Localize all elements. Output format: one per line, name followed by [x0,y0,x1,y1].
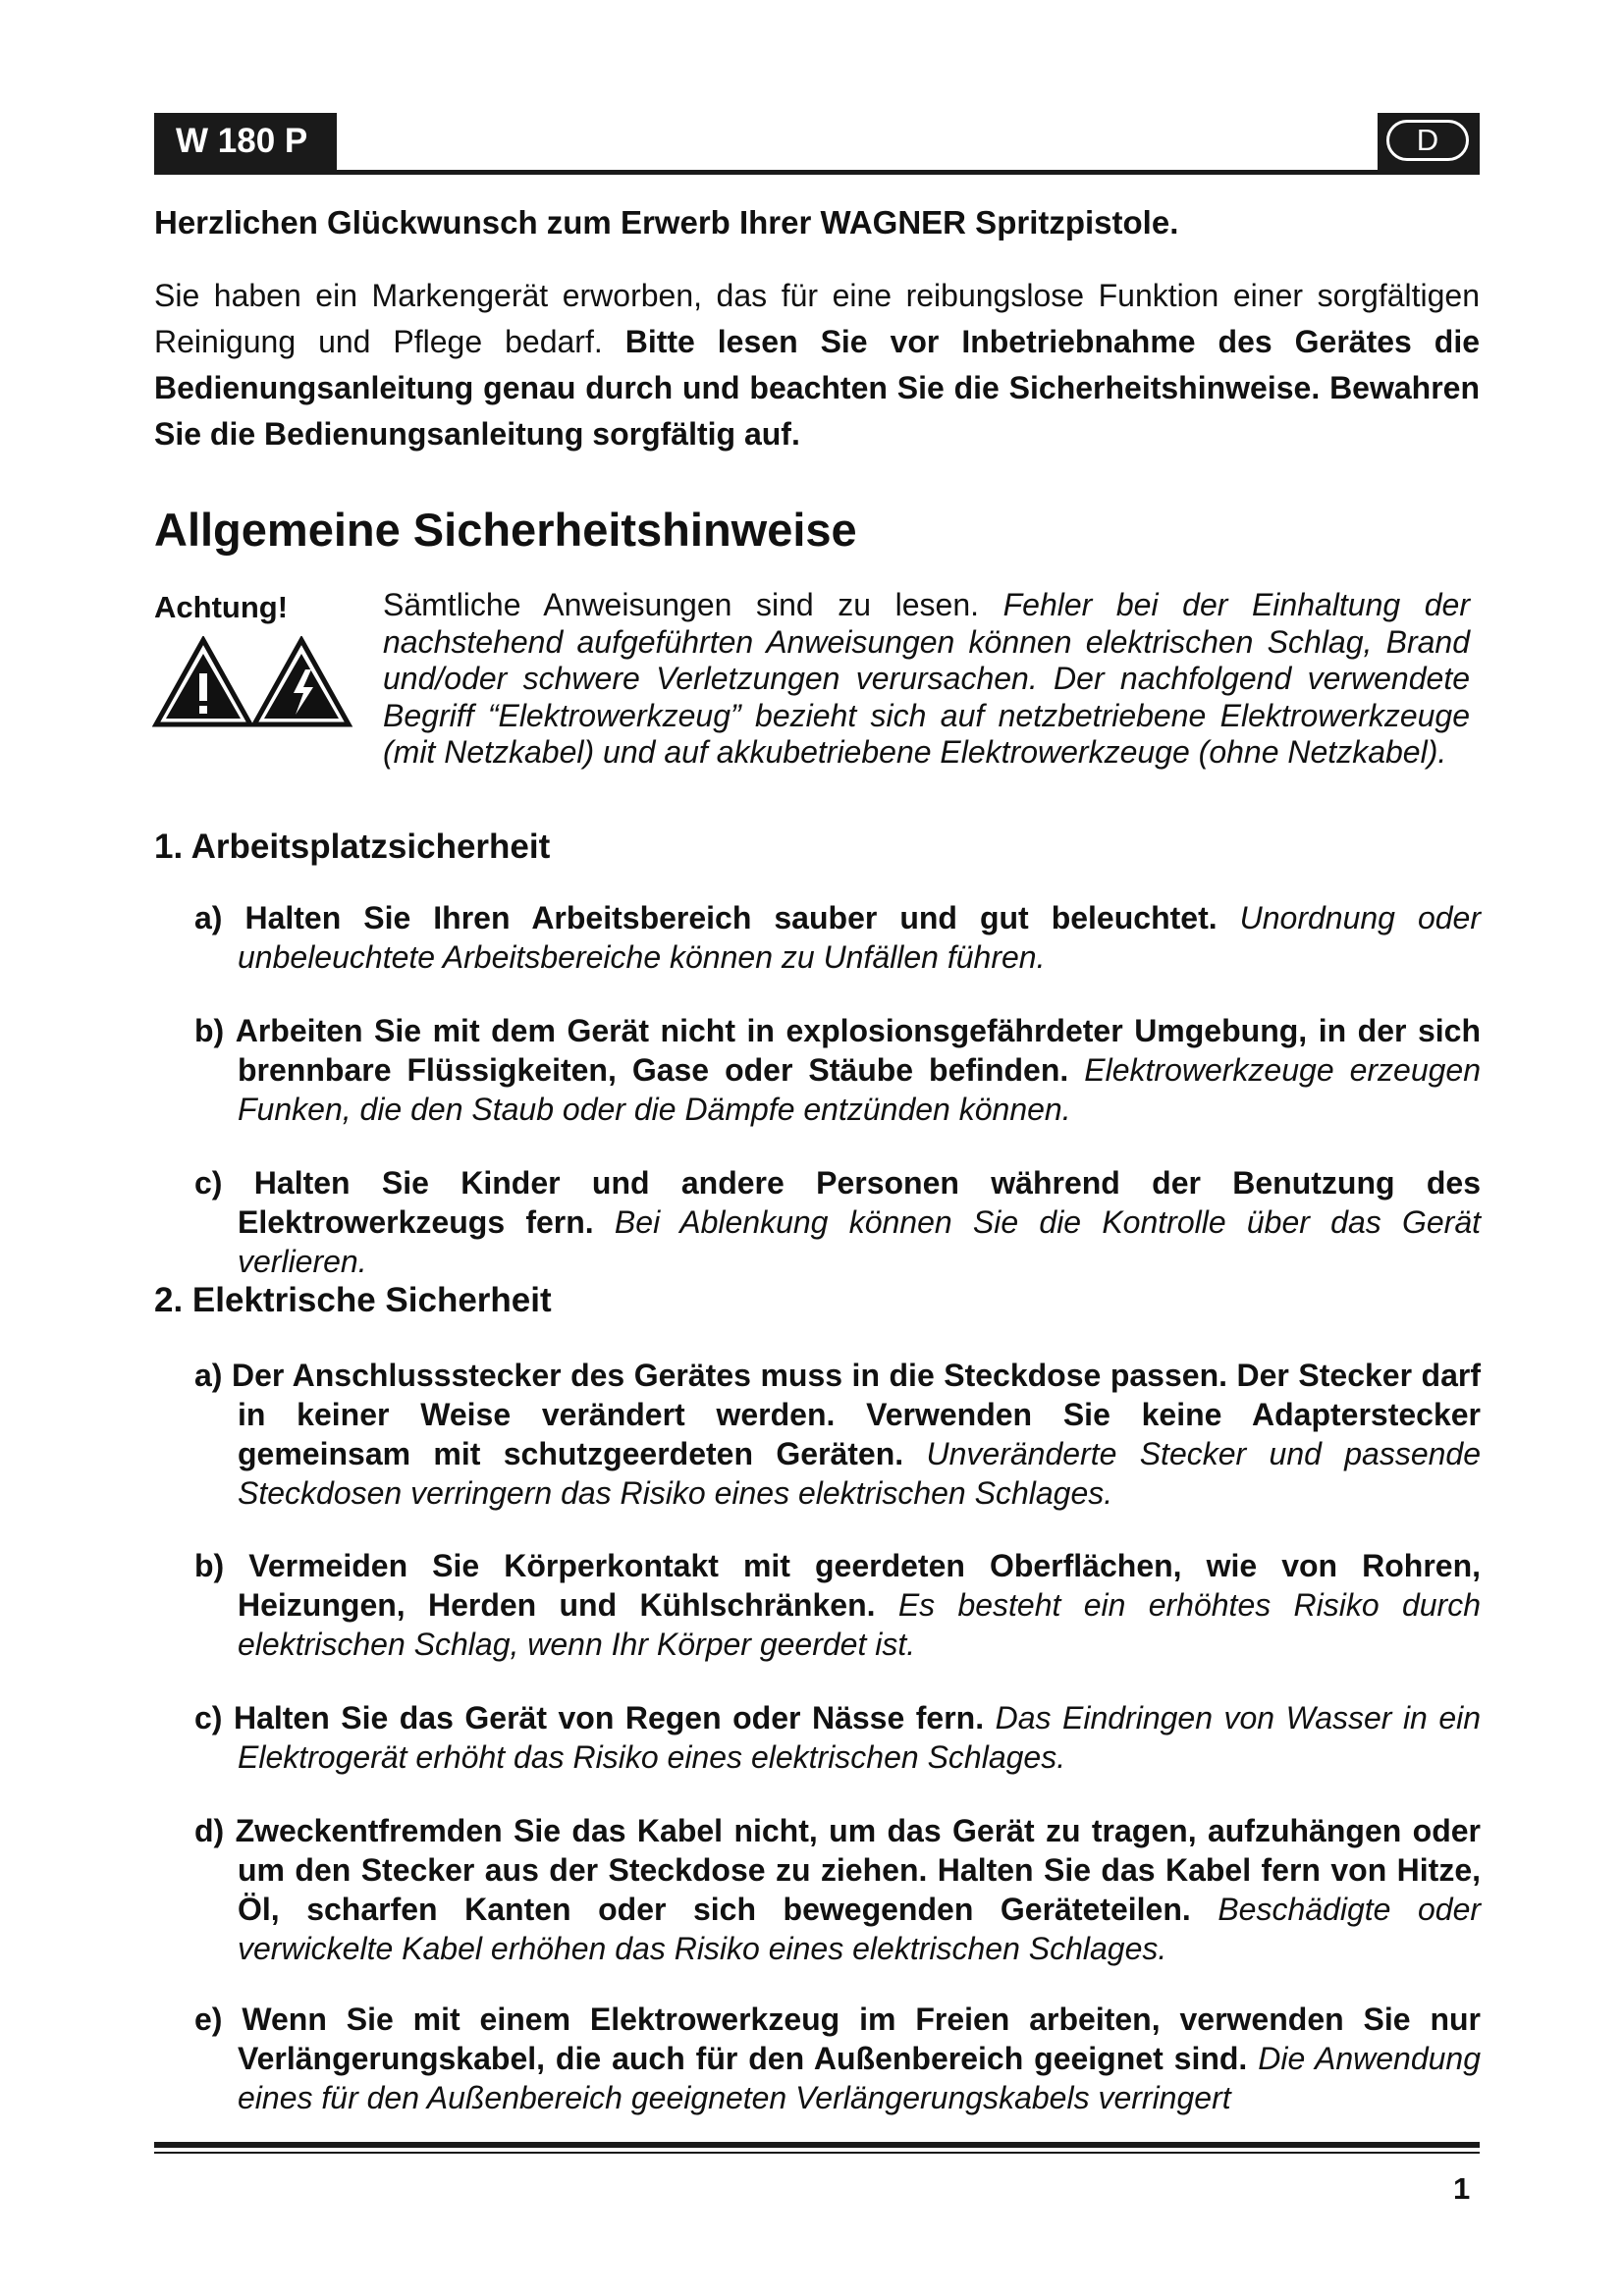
model-label [154,113,337,170]
item-letter: b) [194,1013,225,1048]
footer-rule-thin [154,2152,1480,2154]
item-bold-text: Halten Sie Kinder und andere Personen während der Benutzung des Elektrowerkzeugs fern. [238,1165,1482,1240]
item-bold-text: Arbeiten Sie mit dem Gerät nicht in explosionsgefährdeter Umgebung, in der sich brennbare Flüssigkeiten, Gase oder Stäube befinden. [235,1013,1482,1088]
item-letter: d) [194,1813,225,1848]
item-bold-text: Der Anschlussstecker des Gerätes muss in die Steckdose passen. Der Stecker darf in keiner Weise verändert werden. Verwenden Sie keine Adapterstecker gemeinsam mit schutzgeerdeten Geräten. [231,1358,1482,1471]
language-code: D [1386,120,1469,161]
footer-rule-thick [154,2142,1480,2148]
intro-plain-text: Sie haben ein Markengerät erworben, das für eine reibungslose Funktion einer sorgfältigen Reinigung und Pflege bedarf. [154,278,1480,359]
list-item [194,1163,1481,1281]
item-italic-text: Es besteht ein erhöhtes Risiko durch elektrischen Schlag, wenn Ihr Körper geerdet ist. [238,1587,1482,1662]
item-letter: b) [194,1548,225,1583]
exclamation-warning-icon [156,640,250,724]
item-letter: a) [194,1358,223,1393]
list-item [194,1698,1481,1777]
list-item [194,2000,1481,2117]
warning-plain-text: Sämtliche Anweisungen sind zu lesen. [383,587,980,622]
electric-shock-warning-icon [254,640,349,724]
list-item [194,1546,1481,1664]
item-italic-text: Bei Ablenkung können Sie die Kontrolle über das Gerät verlieren. [238,1204,1481,1279]
item-italic-text: Beschädigte oder verwickelte Kabel erhöhen das Risiko eines elektrischen Schlages. [238,1892,1482,1966]
intro-title: Herzlichen Glückwunsch zum Erwerb Ihrer WAGNER Spritzpistole. [154,204,1179,240]
model-text: W 180 P [176,122,308,160]
list-item [194,898,1481,977]
language-badge [1378,113,1480,170]
item-letter: c) [194,1700,223,1735]
item-letter: e) [194,2002,223,2037]
item-italic-text: Unveränderte Stecker und passende Steckdosen verringern das Risiko eines elektrischen Schlages. [238,1436,1482,1511]
item-bold-text: Wenn Sie mit einem Elektrowerkzeug im Freien arbeiten, verwenden Sie nur Verlängerungskabel, die auch für den Außenbereich geeignet sind. [238,2002,1482,2076]
section-2-heading: 2. Elektrische Sicherheit [154,1281,552,1319]
item-italic-text: Die Anwendung eines für den Außenbereich geeigneten Verlängerungskabels verringert [238,2041,1482,2115]
intro-paragraph [154,273,1480,457]
item-italic-text: Unordnung oder unbeleuchtete Arbeitsbereiche können zu Unfällen führen. [238,900,1482,975]
item-italic-text: Das Eindringen von Wasser in ein Elektrogerät erhöht das Risiko eines elektrischen Schlages. [238,1700,1482,1775]
item-letter: c) [194,1165,223,1201]
section-1-heading: 1. Arbeitsplatzsicherheit [154,828,551,866]
item-bold-text: Halten Sie das Gerät von Regen oder Nässe fern. [233,1700,985,1735]
item-bold-text: Halten Sie Ihren Arbeitsbereich sauber und gut beleuchtet. [244,900,1218,935]
item-italic-text: Elektrowerkzeuge erzeugen Funken, die den Staub oder die Dämpfe entzünden können. [238,1052,1482,1127]
item-bold-text: Vermeiden Sie Körperkontakt mit geerdeten Oberflächen, wie von Rohren, Heizungen, Herden und Kühlschränken. [238,1548,1482,1623]
list-item [194,1011,1481,1129]
intro-bold-text: Bitte lesen Sie vor Inbetriebnahme des Gerätes die Bedienungsanleitung genau durch und beachten Sie die Sicherheitshinweise. Bewahren Sie die Bedienungsanleitung sorgfältig auf. [154,324,1481,452]
warning-icons [152,636,353,730]
item-letter: a) [194,900,223,935]
section-title: Allgemeine Sicherheitshinweise [154,504,857,556]
header-rule [154,170,1480,175]
item-bold-text: Zweckentfremden Sie das Kabel nicht, um das Gerät zu tragen, aufzuhängen oder um den Stecker aus der Steckdose zu ziehen. Halten Sie das Kabel fern von Hitze, Öl, scharfen Kanten oder sich bewegenden Geräteteilen. [235,1813,1482,1927]
warning-text [383,587,1470,772]
warning-label: Achtung! [154,590,289,624]
list-item [194,1356,1481,1513]
list-item [194,1811,1481,1968]
page-number: 1 [1453,2171,1471,2206]
warning-italic-text: Fehler bei der Einhaltung der nachstehend aufgeführten Anweisungen können elektrischen Schlag, Brand und/oder schwere Verletzungen verursachen. Der nachfolgend verwendete Begriff “Elektrowerkzeug” bezieht sich auf netzbetriebene Elektrowerkzeuge (mit Netzkabel) und auf akkubetriebene Elektrowerkzeuge (ohne Netzkabel). [383,587,1471,770]
